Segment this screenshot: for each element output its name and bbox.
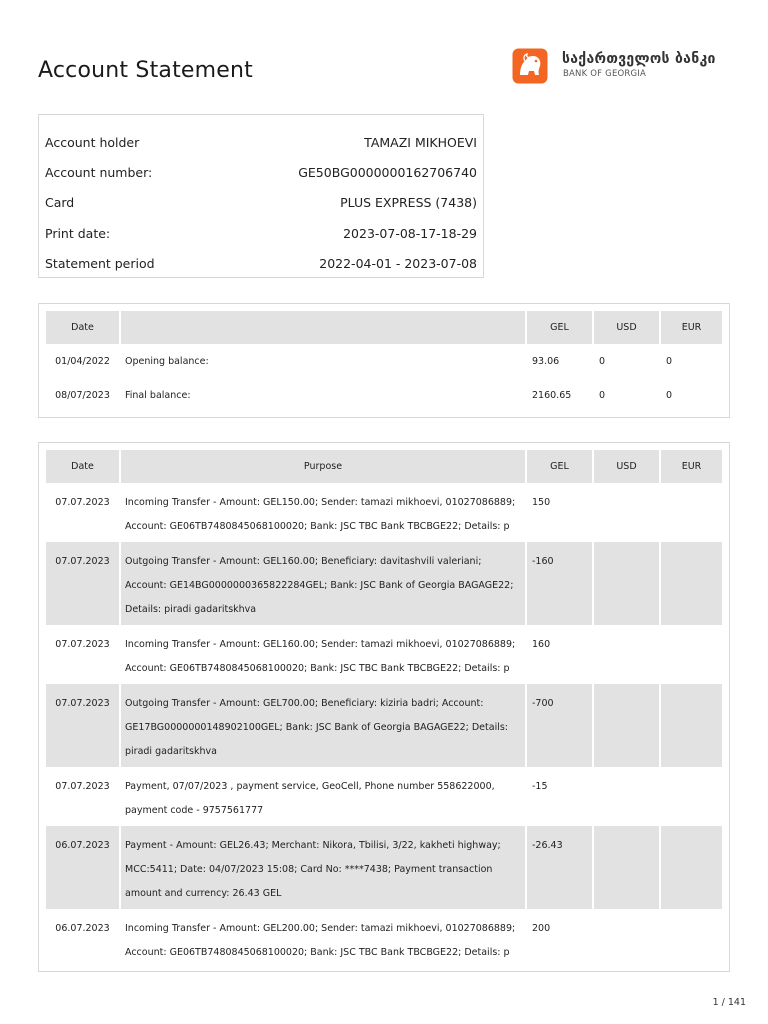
lion-icon bbox=[512, 48, 548, 84]
column-header-eur: EUR bbox=[661, 311, 722, 344]
txn-usd bbox=[594, 909, 661, 968]
transactions-table bbox=[46, 450, 722, 968]
txn-eur bbox=[661, 625, 722, 684]
column-header-description bbox=[121, 311, 527, 344]
txn-gel: -26.43 bbox=[527, 826, 594, 909]
bank-logo bbox=[512, 48, 742, 84]
txn-date: 07.07.2023 bbox=[46, 483, 121, 542]
page-title: Account Statement bbox=[38, 58, 253, 83]
txn-eur bbox=[661, 909, 722, 968]
table-row bbox=[46, 542, 722, 625]
txn-purpose: Outgoing Transfer - Amount: GEL160.00; Beneficiary: davitashvili valeriani; Account: GE14BG0000000365822284GEL; Bank: JSC Bank of Georgia BAGAGE22; Details: piradi gadaritskhva bbox=[121, 542, 527, 625]
account-number-value: GE50BG0000000162706740 bbox=[298, 164, 477, 180]
balance-date: 08/07/2023 bbox=[46, 378, 121, 412]
table-row bbox=[46, 625, 722, 684]
account-info-box bbox=[38, 114, 484, 278]
txn-gel: 200 bbox=[527, 909, 594, 968]
column-header-date: Date bbox=[46, 450, 121, 483]
statement-period-value: 2022-04-01 - 2023-07-08 bbox=[319, 255, 477, 271]
table-row bbox=[46, 483, 722, 542]
bank-name-georgian: საქართველოს ბანკი bbox=[562, 51, 716, 67]
page-number: 1 / 141 bbox=[712, 997, 746, 1008]
card-label: Card bbox=[45, 194, 75, 210]
txn-gel: 160 bbox=[527, 625, 594, 684]
column-header-date: Date bbox=[46, 311, 121, 344]
txn-eur bbox=[661, 767, 722, 826]
txn-usd bbox=[594, 684, 661, 767]
account-number-row bbox=[45, 162, 477, 182]
txn-purpose: Incoming Transfer - Amount: GEL150.00; Sender: tamazi mikhoevi, 01027086889; Account: GE06TB7480845068100020; Bank: JSC TBC Bank TBCBGE22; Details: p bbox=[121, 483, 527, 542]
txn-purpose: Incoming Transfer - Amount: GEL160.00; Sender: tamazi mikhoevi, 01027086889; Account: GE06TB7480845068100020; Bank: JSC TBC Bank TBCBGE22; Details: p bbox=[121, 625, 527, 684]
print-date-label: Print date: bbox=[45, 225, 111, 241]
txn-date: 07.07.2023 bbox=[46, 684, 121, 767]
balance-eur: 0 bbox=[666, 389, 673, 401]
final-balance-row bbox=[46, 378, 722, 412]
txn-gel: 150 bbox=[527, 483, 594, 542]
txn-eur bbox=[661, 483, 722, 542]
print-date-row bbox=[45, 223, 477, 243]
column-header-gel: GEL bbox=[527, 450, 594, 483]
txn-usd bbox=[594, 826, 661, 909]
txn-purpose: Incoming Transfer - Amount: GEL200.00; Sender: tamazi mikhoevi, 01027086889; Account: GE06TB7480845068100020; Bank: JSC TBC Bank TBCBGE22; Details: p bbox=[121, 909, 527, 968]
txn-usd bbox=[594, 483, 661, 542]
bank-name-english: BANK OF GEORGIA bbox=[563, 69, 647, 79]
column-header-eur: EUR bbox=[661, 450, 722, 483]
txn-gel: -160 bbox=[527, 542, 594, 625]
txn-eur bbox=[661, 826, 722, 909]
account-holder-value: TAMAZI MIKHOEVI bbox=[364, 134, 477, 150]
column-header-purpose: Purpose bbox=[121, 450, 527, 483]
txn-purpose: Payment - Amount: GEL26.43; Merchant: Nikora, Tbilisi, 3/22, kakheti highway; MCC:5411; Date: 04/07/2023 15:08; Card No: ****7438; Payment transaction amount and currency: 26.43 GEL bbox=[121, 826, 527, 909]
balance-usd: 0 bbox=[594, 378, 661, 412]
table-row bbox=[46, 909, 722, 968]
balance-label: Final balance: bbox=[121, 378, 527, 412]
transactions-header-row bbox=[46, 450, 722, 483]
card-value: PLUS EXPRESS (7438) bbox=[340, 194, 477, 210]
statement-period-row bbox=[45, 253, 477, 273]
print-date-value: 2023-07-08-17-18-29 bbox=[343, 225, 477, 241]
txn-gel: -700 bbox=[527, 684, 594, 767]
txn-date: 07.07.2023 bbox=[46, 625, 121, 684]
txn-usd bbox=[594, 625, 661, 684]
balance-gel: 2160.65 bbox=[527, 378, 594, 412]
statement-period-label: Statement period bbox=[45, 255, 155, 271]
transactions-panel bbox=[38, 442, 730, 972]
balance-panel bbox=[38, 303, 730, 418]
txn-gel: -15 bbox=[527, 767, 594, 826]
balance-header-row bbox=[46, 311, 722, 344]
txn-purpose: Outgoing Transfer - Amount: GEL700.00; Beneficiary: kiziria badri; Account: GE17BG0000000148902100GEL; Bank: JSC Bank of Georgia BAGAGE22; Details: piradi gadaritskhva bbox=[121, 684, 527, 767]
txn-usd bbox=[594, 767, 661, 826]
balance-label: Opening balance: bbox=[121, 344, 527, 378]
account-holder-label: Account holder bbox=[45, 134, 140, 150]
table-row bbox=[46, 826, 722, 909]
account-number-label: Account number: bbox=[45, 164, 153, 180]
txn-purpose: Payment, 07/07/2023 , payment service, GeoCell, Phone number 558622000, payment code - 9757561777 bbox=[121, 767, 527, 826]
opening-balance-row bbox=[46, 344, 722, 378]
txn-eur bbox=[661, 684, 722, 767]
txn-date: 06.07.2023 bbox=[46, 909, 121, 968]
table-row bbox=[46, 684, 722, 767]
balance-table bbox=[46, 311, 722, 412]
balance-gel: 93.06 bbox=[527, 344, 594, 378]
txn-date: 07.07.2023 bbox=[46, 542, 121, 625]
table-row bbox=[46, 767, 722, 826]
txn-eur bbox=[661, 542, 722, 625]
balance-usd: 0 bbox=[594, 344, 661, 378]
txn-date: 07.07.2023 bbox=[46, 767, 121, 826]
card-row bbox=[45, 192, 477, 212]
txn-usd bbox=[594, 542, 661, 625]
column-header-usd: USD bbox=[594, 450, 661, 483]
txn-date: 06.07.2023 bbox=[46, 826, 121, 909]
account-holder-row bbox=[45, 132, 477, 152]
column-header-gel: GEL bbox=[527, 311, 594, 344]
balance-date: 01/04/2022 bbox=[46, 344, 121, 378]
column-header-usd: USD bbox=[594, 311, 661, 344]
balance-eur: 0 bbox=[666, 355, 673, 367]
